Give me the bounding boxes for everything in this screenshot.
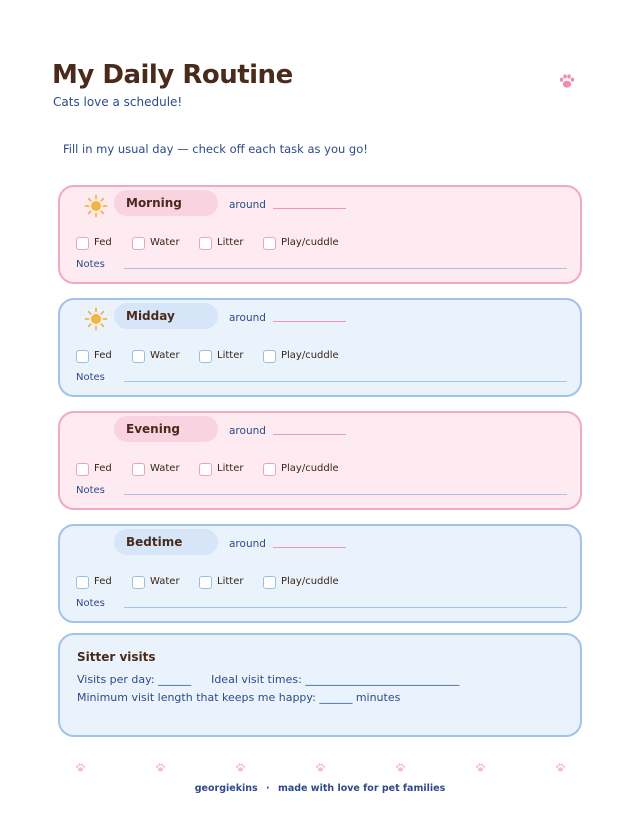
task-label: Play/cuddle [281,576,339,587]
around-label: around [229,425,266,437]
paw-icon [475,762,486,773]
task-label: Litter [217,463,244,474]
task-label: Water [150,576,180,587]
footer [0,783,640,794]
task-label: Water [150,350,180,361]
checkbox[interactable] [263,463,276,476]
task-label: Play/cuddle [281,350,339,361]
around-label: around [229,199,266,211]
paw-icon [315,762,326,773]
task-label: Water [150,237,180,248]
notes-label: Notes [76,485,105,496]
section-title-pill: Bedtime [114,529,218,555]
paw-icon [235,762,246,773]
checkbox[interactable] [199,237,212,250]
notes-input-line[interactable] [124,268,567,269]
task-label: Water [150,463,180,474]
footer-separator: · [266,783,270,794]
routine-card-midday [58,298,582,397]
paw-icon [555,762,566,773]
checkbox[interactable] [76,237,89,250]
sitter-line-visits [77,673,459,686]
paw-icon [558,72,576,90]
time-input-line[interactable] [273,434,346,435]
task-label: Fed [94,350,112,361]
time-input-line[interactable] [273,321,346,322]
ideal-times-field[interactable]: Ideal visit times: ____________________________ [211,673,460,686]
task-label: Litter [217,576,244,587]
footer-brand: georgiekins [194,783,258,794]
sitter-title: Sitter visits [77,650,156,664]
sitter-visits-card [58,633,582,737]
checkbox[interactable] [132,576,145,589]
checkbox[interactable] [199,350,212,363]
sun-icon [84,307,108,331]
section-title-pill: Morning [114,190,218,216]
notes-input-line[interactable] [124,607,567,608]
notes-input-line[interactable] [124,381,567,382]
moon-icon [84,533,108,557]
routine-card-morning [58,185,582,284]
section-title-pill: Evening [114,416,218,442]
time-input-line[interactable] [273,208,346,209]
checkbox[interactable] [199,576,212,589]
paw-icon [155,762,166,773]
checkbox[interactable] [199,463,212,476]
notes-input-line[interactable] [124,494,567,495]
paw-icon [75,762,86,773]
around-label: around [229,312,266,324]
routine-card-bedtime [58,524,582,623]
task-label: Fed [94,576,112,587]
task-label: Fed [94,237,112,248]
checkbox[interactable] [76,350,89,363]
checkbox[interactable] [263,576,276,589]
task-label: Fed [94,463,112,474]
sun-icon [84,194,108,218]
checkbox[interactable] [263,237,276,250]
notes-label: Notes [76,372,105,383]
around-label: around [229,538,266,550]
notes-label: Notes [76,598,105,609]
notes-label: Notes [76,259,105,270]
moon-icon [84,420,108,444]
page-title: My Daily Routine [52,60,293,90]
time-input-line[interactable] [273,547,346,548]
checkbox[interactable] [132,237,145,250]
checkbox[interactable] [76,463,89,476]
footer-tagline: made with love for pet families [277,783,446,794]
routine-card-evening [58,411,582,510]
checkbox[interactable] [132,463,145,476]
instructions-text: Fill in my usual day — check off each task as you go! [63,142,368,156]
checkbox[interactable] [263,350,276,363]
paw-icon [395,762,406,773]
section-title-pill: Midday [114,303,218,329]
task-label: Litter [217,350,244,361]
checkbox[interactable] [76,576,89,589]
task-label: Play/cuddle [281,463,339,474]
task-label: Litter [217,237,244,248]
min-length-field[interactable]: Minimum visit length that keeps me happy: ______ minutes [77,691,401,704]
checkbox[interactable] [132,350,145,363]
visits-per-day-field[interactable]: Visits per day: ______ [77,673,192,686]
task-label: Play/cuddle [281,237,339,248]
page-subtitle: Cats love a schedule! [53,95,183,109]
